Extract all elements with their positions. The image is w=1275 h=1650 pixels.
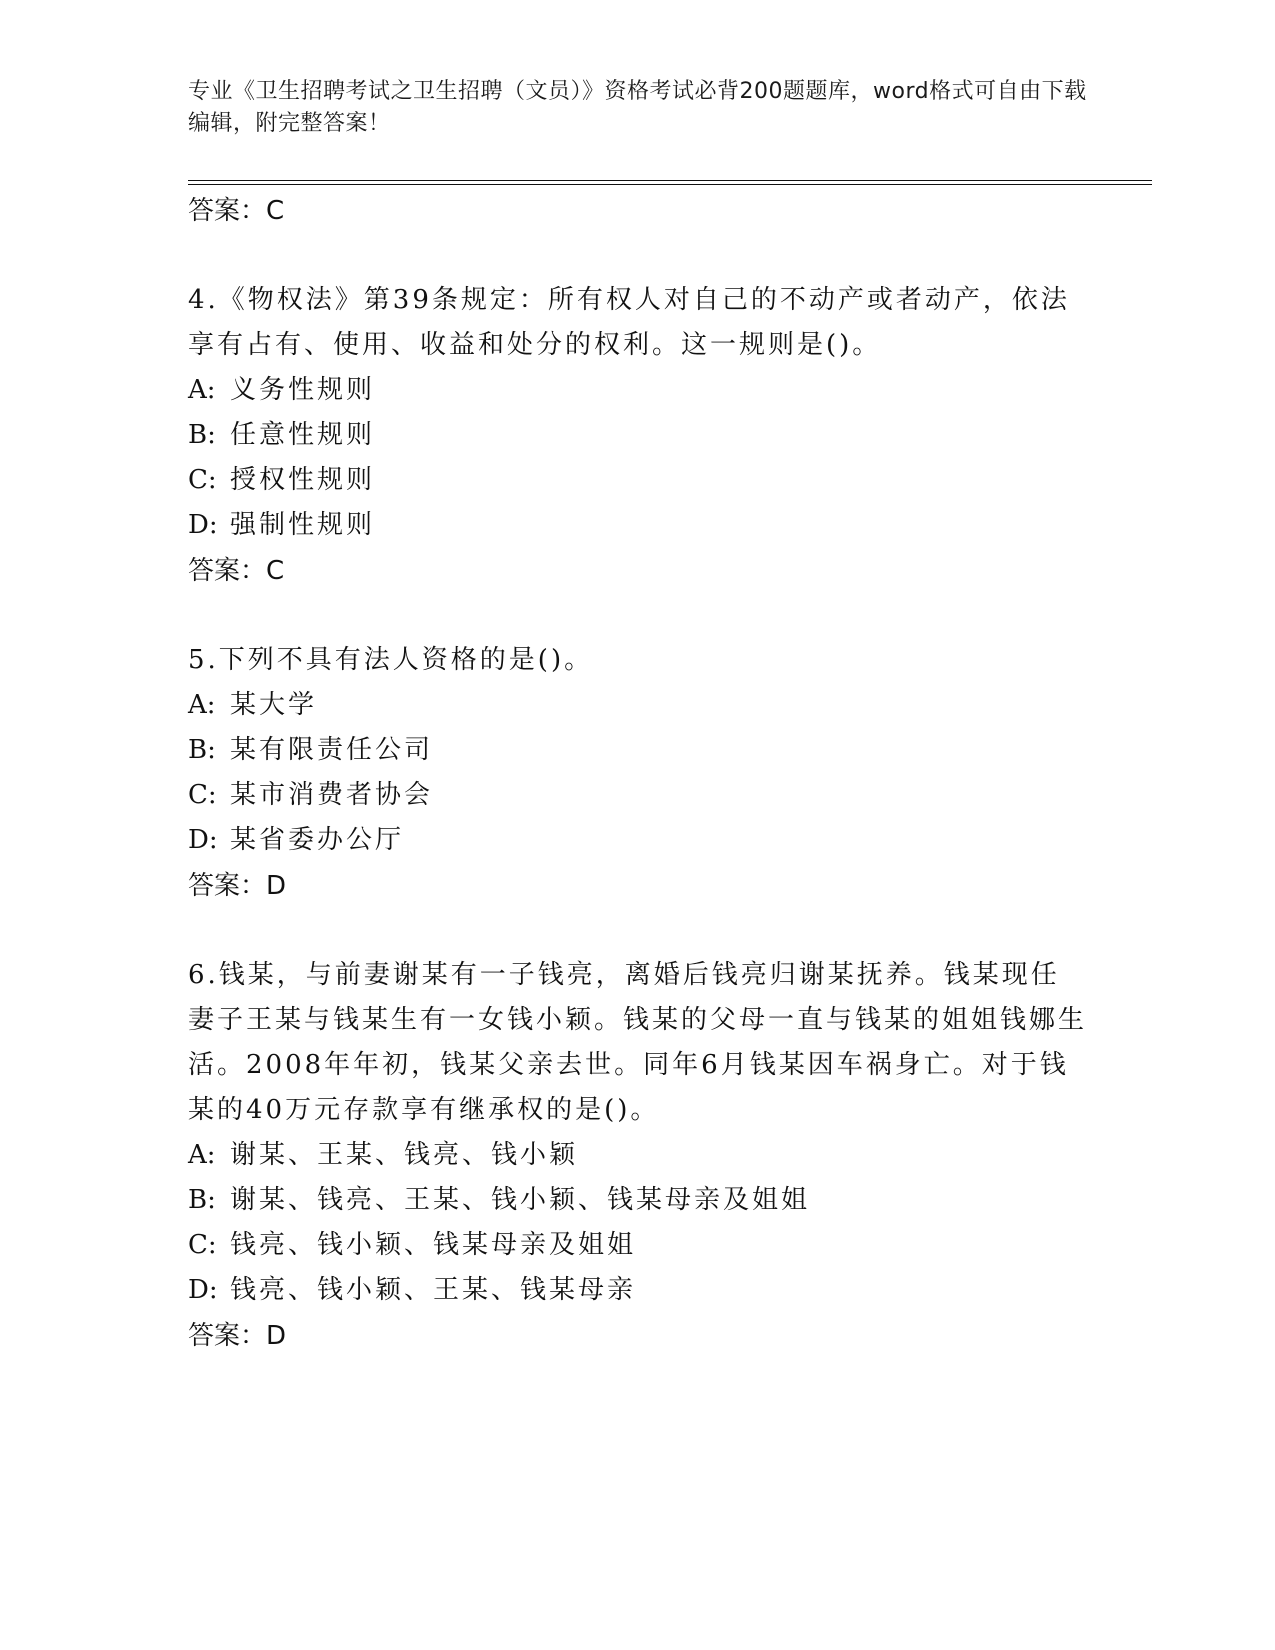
answer-line: 答案：C [188,196,285,226]
option-b [188,1178,1088,1223]
question-block [188,278,1088,594]
option-text: 钱亮、钱小颖、王某、钱某母亲 [230,1275,637,1305]
option-text: 谢某、王某、钱亮、钱小颖 [230,1140,579,1170]
option-letter: D: [188,1275,218,1305]
option-letter: C: [188,465,217,495]
option-text: 某有限责任公司 [230,735,434,765]
option-d [188,818,1088,863]
option-letter: A: [188,375,216,405]
question-text: 5.下列不具有法人资格的是()。 [188,645,594,675]
header-rule-bottom [188,184,1152,185]
option-text: 谢某、钱亮、王某、钱小颖、钱某母亲及姐姐 [230,1185,811,1215]
spacer [188,909,1088,953]
option-c [188,773,1088,818]
option-text: 强制性规则 [230,510,376,540]
document-body [188,188,1088,1359]
answer-line: 答案：C [188,556,285,586]
answer-line: 答案：D [188,871,287,901]
option-letter: A: [188,1140,216,1170]
option-b [188,728,1088,773]
option-text: 某省委办公厅 [230,825,405,855]
option-c [188,458,1088,503]
option-text: 某大学 [230,690,318,720]
spacer [188,234,1088,278]
option-letter: D: [188,510,218,540]
spacer [188,594,1088,638]
option-letter: B: [188,1185,216,1215]
option-text: 授权性规则 [230,465,376,495]
option-a [188,1133,1088,1178]
question-block [188,953,1088,1359]
header-rule-top [188,180,1152,181]
option-letter: C: [188,780,217,810]
option-letter: A: [188,690,216,720]
option-d [188,503,1088,548]
option-letter: D: [188,825,218,855]
question-block [188,638,1088,909]
answer-line: 答案：D [188,1321,287,1351]
option-b [188,413,1088,458]
option-c [188,1223,1088,1268]
option-text: 任意性规则 [230,420,376,450]
option-a [188,368,1088,413]
option-text: 义务性规则 [230,375,376,405]
option-letter: B: [188,420,216,450]
option-text: 某市消费者协会 [230,780,434,810]
option-text: 钱亮、钱小颖、钱某母亲及姐姐 [230,1230,637,1260]
question-text: 6.钱某，与前妻谢某有一子钱亮，离婚后钱亮归谢某抚养。钱某现任妻子王某与钱某生有一女钱小颖。钱某的父母一直与钱某的姐姐钱娜生活。2008年年初，钱某父亲去世。同年6月钱某因车祸身亡。对于钱某的40万元存款享有继承权的是()。 [188,960,1088,1125]
option-letter: C: [188,1230,217,1260]
option-letter: B: [188,735,216,765]
page-header: 专业《卫生招聘考试之卫生招聘（文员）》资格考试必背200题题库，word格式可自由下载编辑，附完整答案！ [188,79,1087,136]
option-a [188,683,1088,728]
option-d [188,1268,1088,1313]
question-text: 4.《物权法》第39条规定：所有权人对自己的不动产或者动产，依法享有占有、使用、收益和处分的权利。这一规则是()。 [188,285,1070,360]
